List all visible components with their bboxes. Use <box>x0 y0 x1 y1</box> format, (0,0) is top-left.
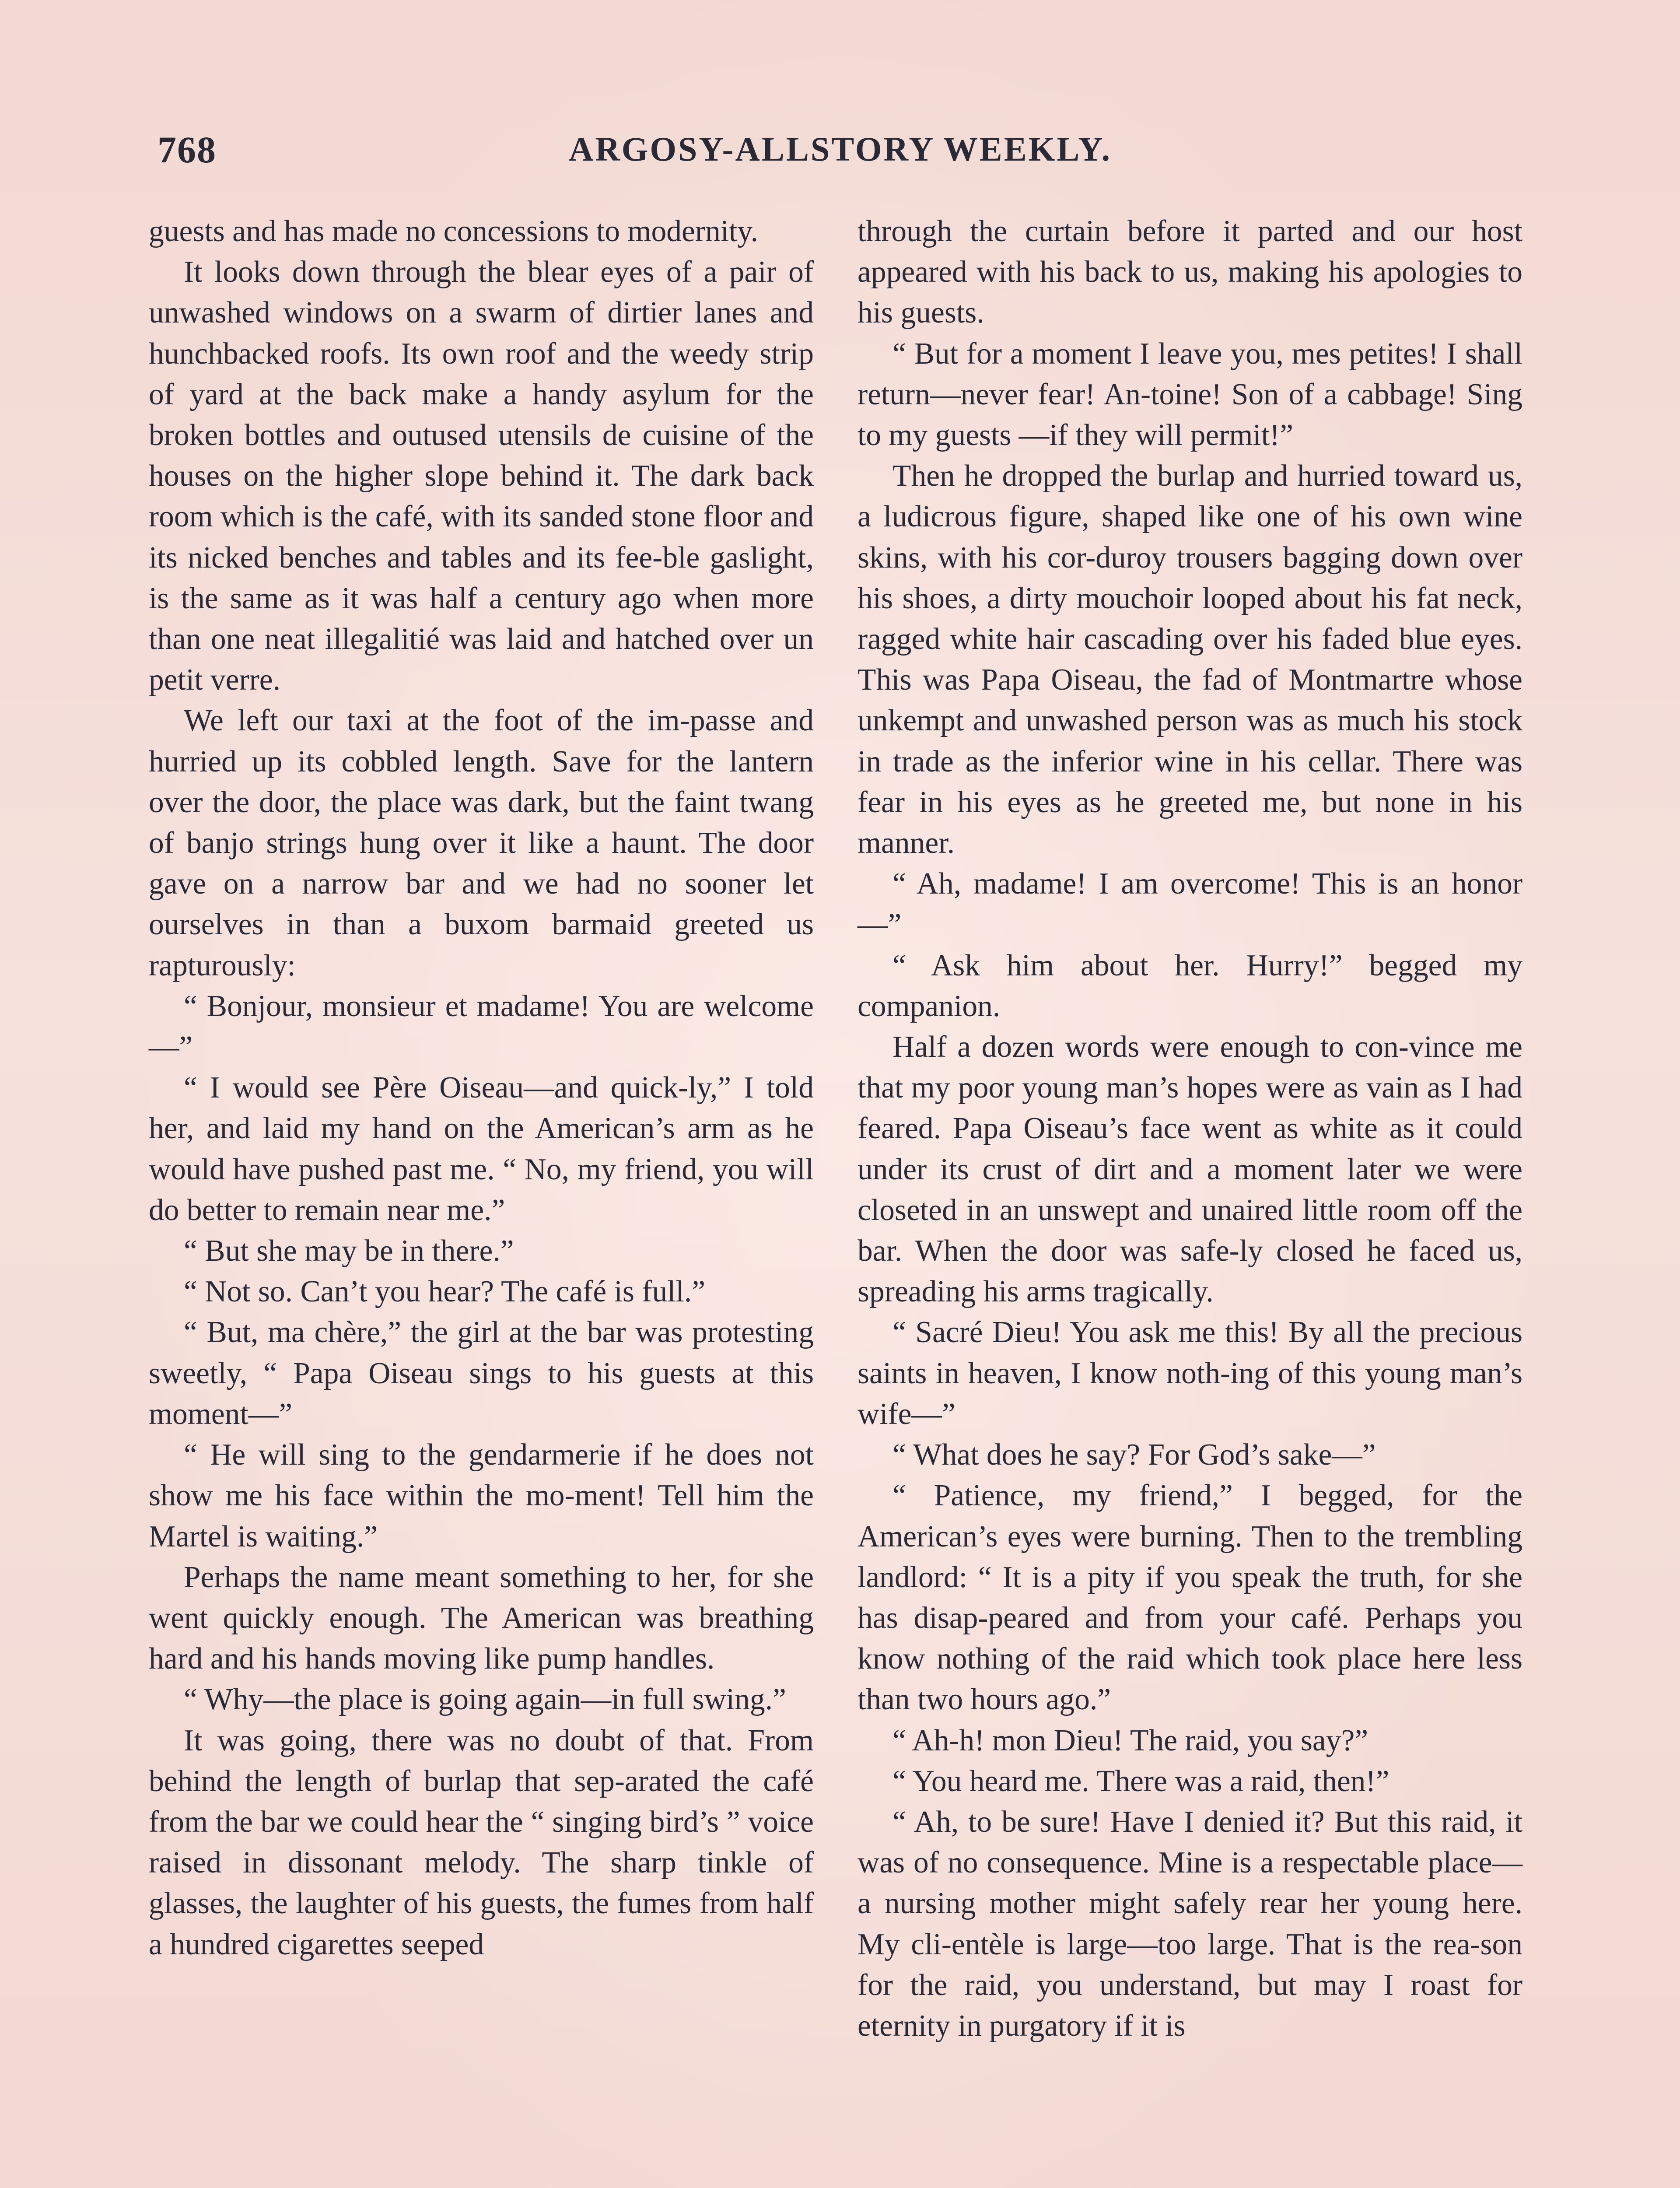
paragraph: “ Why—the place is going again—in full swing.” <box>184 1683 786 1717</box>
left-text-column <box>149 211 814 1965</box>
paragraph: “ You heard me. There was a raid, then!” <box>892 1764 1390 1798</box>
paragraph: “ But, ma chère,” the girl at the bar was protesting sweetly, “ Papa Oiseau sings to his guests at this moment—” <box>149 1315 814 1431</box>
paragraph: “ Patience, my friend,” I begged, for the American’s eyes were burning. Then to the trembling landlord: “ It is a pity if you speak the truth, for she has disap-peared and from your café. Perhaps you know nothing of the raid which took place here less than two hours ago.” <box>858 1479 1522 1717</box>
paragraph: “ Ask him about her. Hurry!” begged my companion. <box>858 948 1522 1023</box>
paragraph: Perhaps the name meant something to her, for she went quickly enough. The American was breathing hard and his hands moving like pump handles. <box>149 1560 814 1676</box>
paragraph: “ I would see Père Oiseau—and quick-ly,” I told her, and laid my hand on the American’s arm as he would have pushed past me. “ No, my friend, you will do better to remain near me.” <box>149 1071 814 1227</box>
paragraph: “ Bonjour, monsieur et madame! You are welcome—” <box>149 989 814 1064</box>
paragraph: Half a dozen words were enough to con-vince me that my poor young man’s hopes were as vain as I had feared. Papa Oiseau’s face went as white as it could under its crust of dirt and a moment later we were closeted in an unswept and unaired little room off the bar. When the door was safe-ly closed he faced us, spreading his arms tragically. <box>858 1030 1522 1309</box>
page-number: 768 <box>158 129 217 171</box>
paragraph: Then he dropped the burlap and hurried toward us, a ludicrous figure, shaped like one of his own wine skins, with his cor-duroy trousers bagging down over his shoes, a dirty mouchoir looped about his fat neck, ragged white hair cascading over his faded blue eyes. This was Papa Oiseau, the fad of Montmartre whose unkempt and unwashed person was as much his stock in trade as the inferior wine in his cellar. There was fear in his eyes as he greeted me, but none in his manner. <box>858 459 1522 860</box>
paragraph: “ Ah, to be sure! Have I denied it? But this raid, it was of no consequence. Mine is a respectable place—a nursing mother might safely rear her young here. My cli-entèle is large—too large. That is the rea-son for the raid, you understand, but may I roast for eternity in purgatory if it is <box>858 1805 1522 2043</box>
paragraph: “ Not so. Can’t you hear? The café is full.” <box>184 1275 706 1309</box>
paragraph: “ Sacré Dieu! You ask me this! By all the precious saints in heaven, I know noth-ing of this young man’s wife—” <box>858 1315 1522 1431</box>
right-text-column <box>858 211 1522 2046</box>
paragraph: guests and has made no concessions to modernity. <box>149 214 758 248</box>
paragraph: “ But she may be in there.” <box>184 1234 514 1268</box>
paragraph: It looks down through the blear eyes of a pair of unwashed windows on a swarm of dirtier lanes and hunchbacked roofs. Its own roof and the weedy strip of yard at the back make a handy asylum for the broken bottles and outused utensils de cuisine of the houses on the higher slope behind it. The dark back room which is the café, with its sanded stone floor and its nicked benches and tables and its fee-ble gaslight, is the same as it was half a century ago when more than one neat illegalitié was laid and hatched over un petit verre. <box>149 255 814 697</box>
paragraph: “ Ah, madame! I am overcome! This is an honor—” <box>858 867 1522 942</box>
paragraph: We left our taxi at the foot of the im-passe and hurried up its cobbled length. Save for the lantern over the door, the place was dark, but the faint twang of banjo strings hung over it like a haunt. The door gave on a narrow bar and we had no sooner let ourselves in than a buxom barmaid greeted us rapturously: <box>149 704 814 982</box>
paragraph: “ What does he say? For God’s sake—” <box>892 1438 1376 1472</box>
page-header <box>158 128 1540 180</box>
running-title: ARGOSY-ALLSTORY WEEKLY. <box>569 130 1112 168</box>
paragraph: It was going, there was no doubt of that. From behind the length of burlap that sep-arated the café from the bar we could hear the “ singing bird’s ” voice raised in dissonant melody. The sharp tinkle of glasses, the laughter of his guests, the fumes from half a hundred cigarettes seeped <box>149 1723 814 1961</box>
paragraph: “ Ah-h! mon Dieu! The raid, you say?” <box>892 1723 1368 1757</box>
paragraph: through the curtain before it parted and our host appeared with his back to us, making his apologies to his guests. <box>858 214 1522 330</box>
paragraph: “ But for a moment I leave you, mes petites! I shall return—never fear! An-toine! Son of a cabbage! Sing to my guests —if they will permit!” <box>858 337 1522 452</box>
paragraph: “ He will sing to the gendarmerie if he does not show me his face within the mo-ment! Tell him the Martel is waiting.” <box>149 1438 814 1553</box>
